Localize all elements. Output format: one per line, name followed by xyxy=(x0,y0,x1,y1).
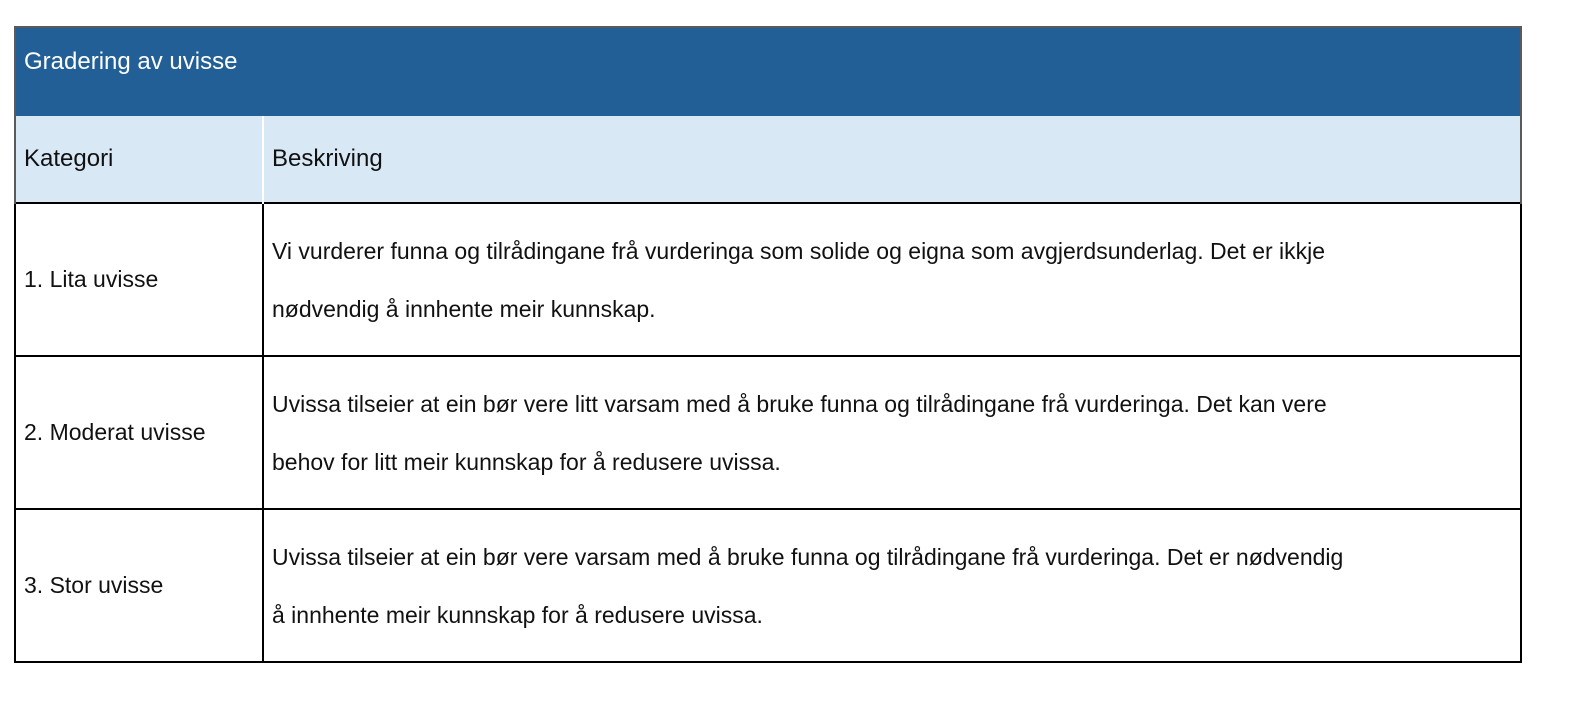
row-description xyxy=(263,509,1521,662)
row-category: 3. Stor uvisse xyxy=(15,509,263,662)
table-row xyxy=(15,509,1521,662)
description-line: å innhente meir kunnskap for å redusere uvissa. xyxy=(272,601,763,628)
description-line: Uvissa tilseier at ein bør vere litt varsam med å bruke funna og tilrådingane frå vurderinga. Det kan vere xyxy=(272,390,1327,417)
table-title-text: Gradering av uvisse xyxy=(24,48,238,75)
table-row xyxy=(15,356,1521,509)
row-category: 2. Moderat uvisse xyxy=(15,356,263,509)
table-title xyxy=(15,27,1521,116)
description-line: Uvissa tilseier at ein bør vere varsam med å bruke funna og tilrådingane frå vurderinga. Det er nødvendig xyxy=(272,543,1344,570)
row-description xyxy=(263,356,1521,509)
table-row xyxy=(15,203,1521,356)
row-description xyxy=(263,203,1521,356)
row-category: 1. Lita uvisse xyxy=(15,203,263,356)
header-category: Kategori xyxy=(15,116,263,203)
description-line: behov for litt meir kunnskap for å redusere uvissa. xyxy=(272,448,781,475)
description-line: Vi vurderer funna og tilrådingane frå vurderinga som solide og eigna som avgjerdsunderlag. Det er ikkje xyxy=(272,237,1326,264)
uncertainty-grading-table xyxy=(14,26,1522,663)
header-row xyxy=(15,116,1521,203)
description-line: nødvendig å innhente meir kunnskap. xyxy=(272,295,656,322)
header-description: Beskriving xyxy=(263,116,1521,203)
